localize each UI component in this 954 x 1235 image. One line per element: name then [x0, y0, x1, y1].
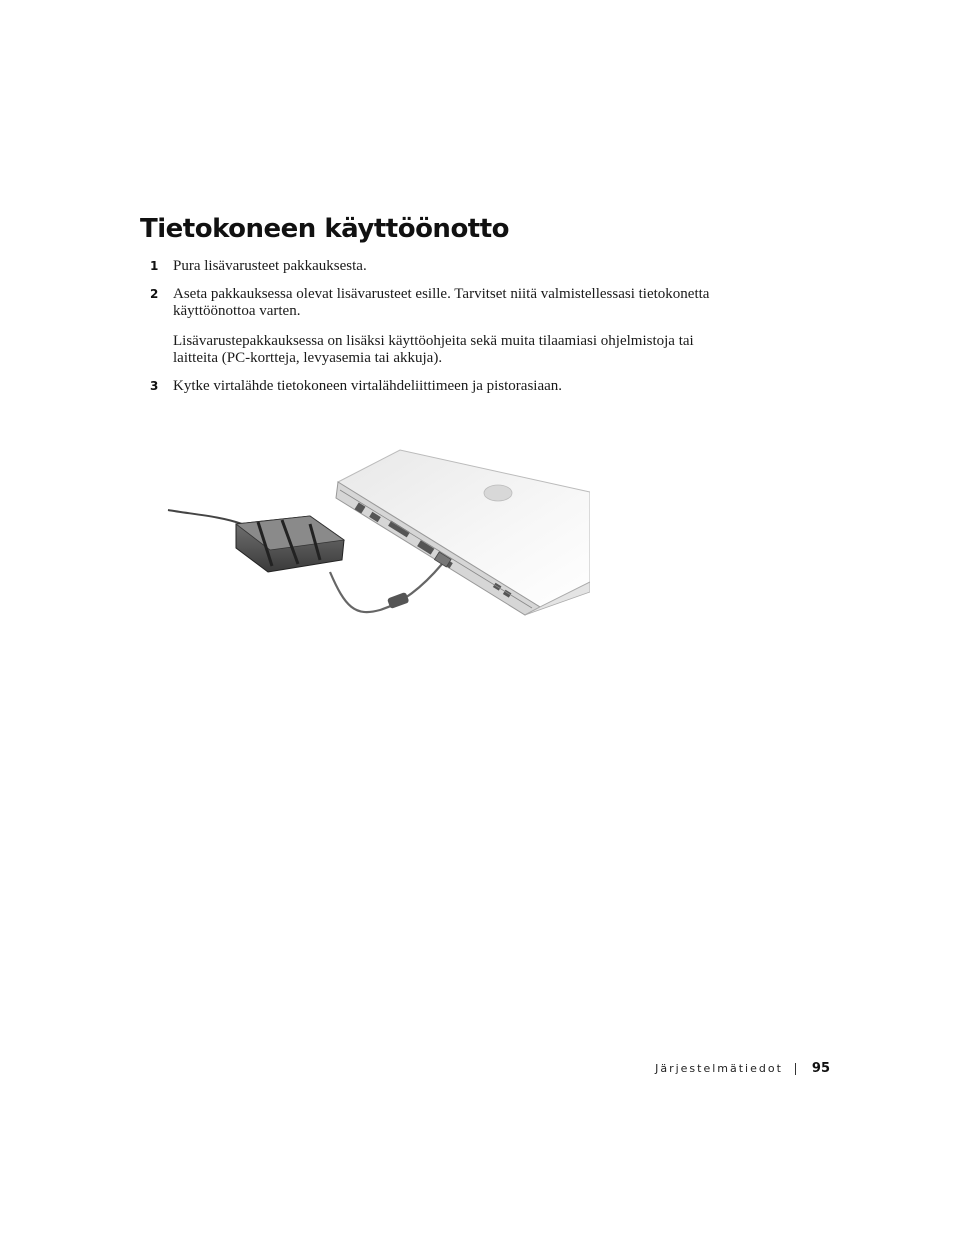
ac-adapter [236, 516, 344, 572]
step-text: Pura lisävarusteet pakkauksesta. [173, 258, 367, 274]
logo-badge [484, 485, 512, 501]
mains-cord [168, 510, 242, 524]
laptop-lid [338, 450, 590, 607]
step-number: 3 [150, 378, 159, 393]
footer-section-name: Järjestelmätiedot [655, 1062, 783, 1075]
step-number: 1 [150, 259, 159, 273]
page-footer [655, 1061, 830, 1076]
footer-divider [795, 1063, 796, 1075]
step-2 [140, 286, 720, 368]
step-3 [140, 378, 720, 396]
step-text: Aseta pakkauksessa olevat lisävarusteet esille. Tarvitset niitä valmistellessasi tietokonetta käyttöönottoa varten. [173, 285, 710, 319]
steps-list [140, 258, 720, 405]
step-note: Lisävarustepakkauksessa on lisäksi käyttöohjeita sekä muita tilaamiasi ohjelmistoja tai laitteita (PC-kortteja, levyasemia tai akkuja). [173, 332, 694, 366]
page-title: Tietokoneen käyttöönotto [140, 214, 510, 244]
step-text: Kytke virtalähde tietokoneen virtalähdeliittimeen ja pistorasiaan. [173, 377, 563, 394]
laptop-power-adapter-illustration [160, 432, 590, 642]
step-1 [140, 258, 720, 276]
step-number: 2 [150, 286, 159, 301]
power-cable [330, 564, 442, 612]
ferrite-bead [387, 592, 410, 609]
page-number: 95 [811, 1061, 830, 1076]
